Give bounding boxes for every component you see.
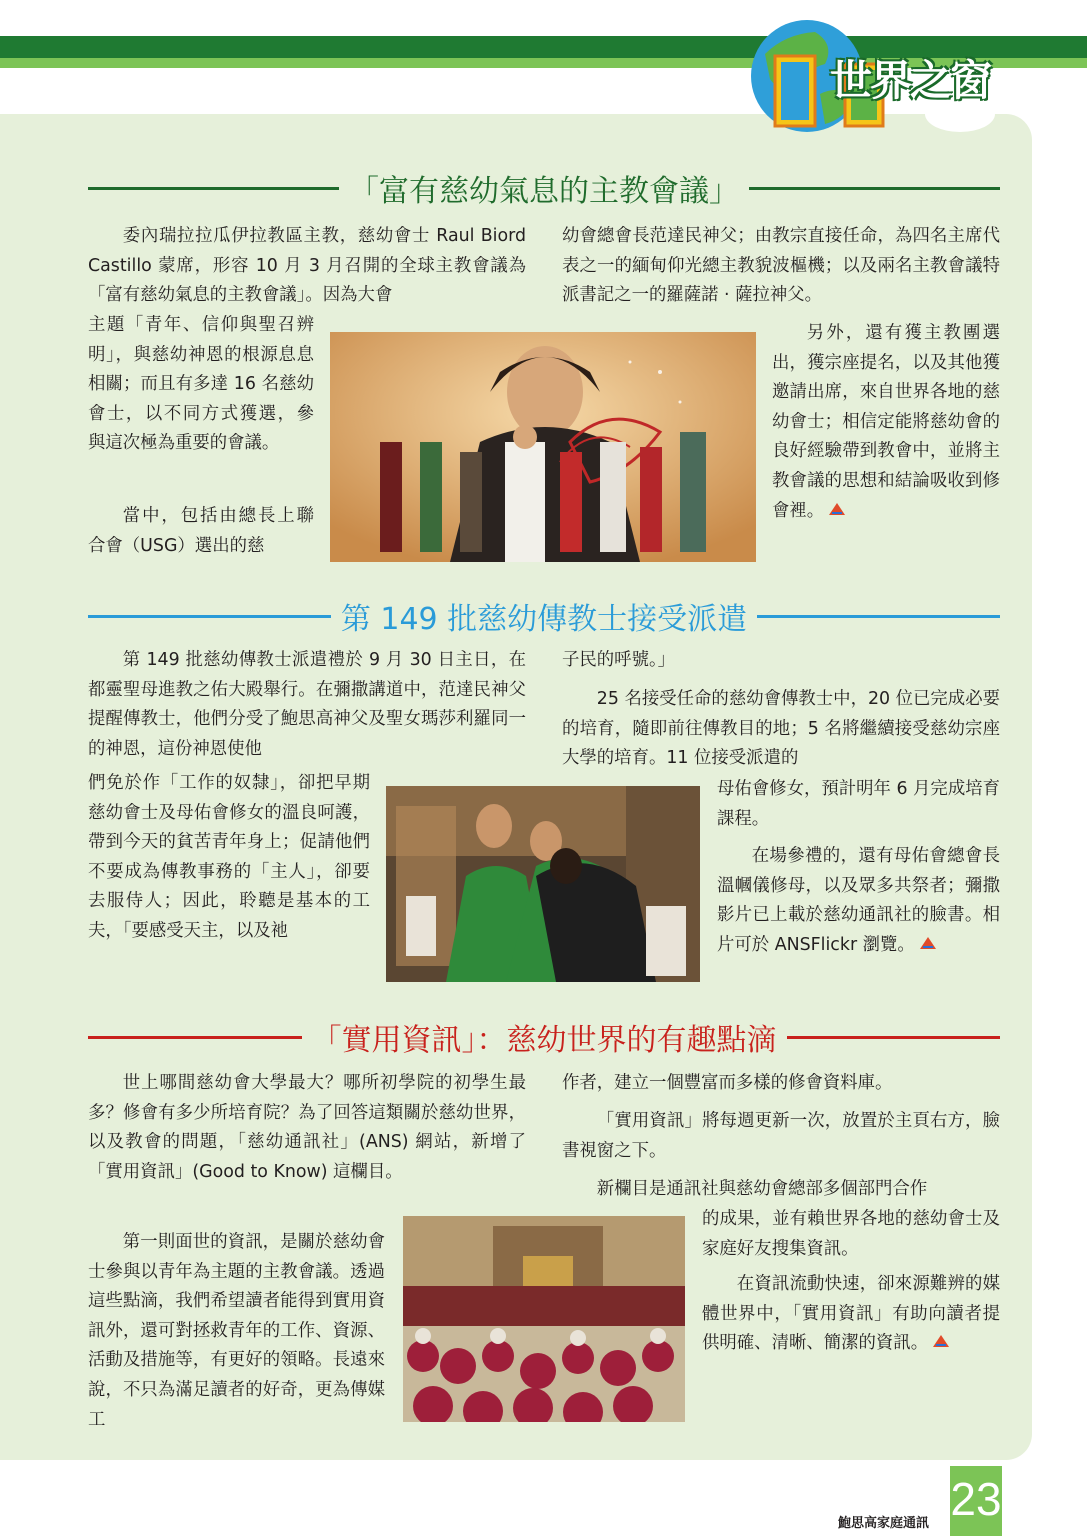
section2-left-narrow-paragraph: 們免於作「工作的奴隸」，卻把早期慈幼會士及母佑會修女的溫良呵護，帶到今天的貧苦青年身上；促請他們不要成為傳教事務的「主人」，卻要去服侍人；因此，聆聽是基本的工夫，「要感受天主，以及祂 <box>88 773 370 941</box>
publication-name: 鮑思高家庭通訊 <box>838 1516 930 1531</box>
section2-right-narrow-text: 在場參禮的，還有母佑會總會長溫幗儀修母，以及眾多共祭者；彌撒影片已上載於慈幼通訊社的臉書。相片可於 ANSFlickr 瀏覽。 <box>717 846 1000 955</box>
section1-right-top-paragraph: 幼會總會長范達民神父；由教宗直接任命，為四名主席代表之一的緬甸仰光總主教貌波樞機；以及兩名主教會議特派書記之一的羅薩諾 · 薩拉神父。 <box>562 226 1000 306</box>
section3-right-top-paragraph: 「實用資訊」將每週更新一次，放置於主頁右方，臉書視窗之下。 <box>562 1111 1000 1161</box>
section1-title: 「富有慈幼氣息的主教會議」 <box>349 174 739 209</box>
section1-left-narrow-paragraph-2: 當中，包括由總長上聯合會（USG）選出的慈 <box>88 506 314 556</box>
section2-heading-line-right <box>757 615 1000 618</box>
section3-left-top-paragraph: 世上哪間慈幼會大學最大？哪所初學院的初學生最多？修會有多少所培育院？為了回答這類關於慈幼世界，以及教會的問題，「慈幼通訊社」(ANS) 網站，新增了「實用資訊」(Good to Know) 這欄目。 <box>88 1073 526 1182</box>
section1-left-top-paragraph: 委內瑞拉拉瓜伊拉教區主教，慈幼會士 Raul Biord Castillo 蒙席，形容 10 月 3 月召開的全球主教會議為「富有慈幼氣息的主教會議」。因為大會 <box>88 226 526 306</box>
section2-left-top-paragraph: 第 149 批慈幼傳教士派遣禮於 9 月 30 日主日，在都靈聖母進教之佑大殿舉行。在彌撒講道中，范達民神父提醒傳教士，他們分受了鮑思高神父及聖女瑪莎利羅同一的神恩，這份神恩使他 <box>88 650 526 759</box>
end-mark-icon <box>918 935 938 953</box>
section3-heading-line-left <box>88 1036 302 1039</box>
end-mark-icon <box>827 501 847 519</box>
section2-right-narrow-paragraph: 母佑會修女，預計明年 6 月完成培育課程。 <box>717 779 1000 829</box>
section3-left-narrow-paragraph: 第一則面世的資訊，是關於慈幼會士參與以青年為主題的主教會議。透過這些點滴，我們希望讀者能得到實用資訊外，還可對拯救青年的工作、資源、活動及措施等，有更好的領略。長遠來說，不只為滿足讀者的好奇，更為傳媒工 <box>88 1232 385 1430</box>
section1-heading <box>88 168 1000 208</box>
section2-title: 第 149 批慈幼傳教士接受派遣 <box>340 602 748 637</box>
section3-right-narrow-paragraph-2 <box>702 1270 1000 1359</box>
page-number: 23 <box>950 1466 1002 1536</box>
section2-heading <box>88 596 1000 636</box>
photo-don-bosco-pope-youth <box>330 332 756 562</box>
section1-right-narrow-text: 另外，還有獲主教團選出，獲宗座提名，以及其他獲邀請出席，來自世界各地的慈幼會士；相信定能將慈幼會的良好經驗帶到教會中，並將主教會議的思想和結論吸收到修會裡。 <box>772 323 1000 521</box>
section3-title: 「實用資訊」：慈幼世界的有趣點滴 <box>311 1023 777 1058</box>
section3-right-narrow-paragraph: 的成果，並有賴世界各地的慈幼會士及家庭好友搜集資訊。 <box>702 1209 1000 1259</box>
end-mark-icon <box>931 1333 951 1351</box>
photo-mission-blessing <box>386 786 700 982</box>
section1-heading-line-left <box>88 187 339 190</box>
section3-right-narrow-text: 在資訊流動快速，卻來源難辨的媒體世界中，「實用資訊」有助向讀者提供明確、清晰、簡潔的資訊。 <box>702 1274 1000 1354</box>
section2-heading-line-left <box>88 615 331 618</box>
logo-text: 世界之窗 <box>830 56 991 105</box>
photo-synod-bishops <box>403 1216 685 1422</box>
section2-right-top-line: 子民的呼號。」 <box>562 650 676 670</box>
section3-heading <box>88 1017 1000 1057</box>
section1-heading-line-right <box>749 187 1000 190</box>
section1-right-narrow-paragraph <box>772 319 1000 526</box>
section1-left-narrow-paragraph: 主題「青年、信仰與聖召辨明」，與慈幼神恩的根源息息相關；而且有多達 16 名慈幼會士，以不同方式獲選，參與這次極為重要的會議。 <box>88 315 314 454</box>
section3-right-top-line-2: 新欄目是通訊社與慈幼會總部多個部門合作 <box>596 1179 928 1199</box>
section3-right-top-line: 作者，建立一個豐富而多樣的修會資料庫。 <box>562 1073 893 1093</box>
section2-right-narrow-paragraph-2 <box>717 842 1000 960</box>
section3-heading-line-right <box>787 1036 1001 1039</box>
section2-right-top-paragraph: 25 名接受任命的慈幼會傳教士中，20 位已完成必要的培育，隨即前往傳教目的地；5 名將繼續接受慈幼宗座大學的培育。11 位接受派遣的 <box>562 689 1000 769</box>
